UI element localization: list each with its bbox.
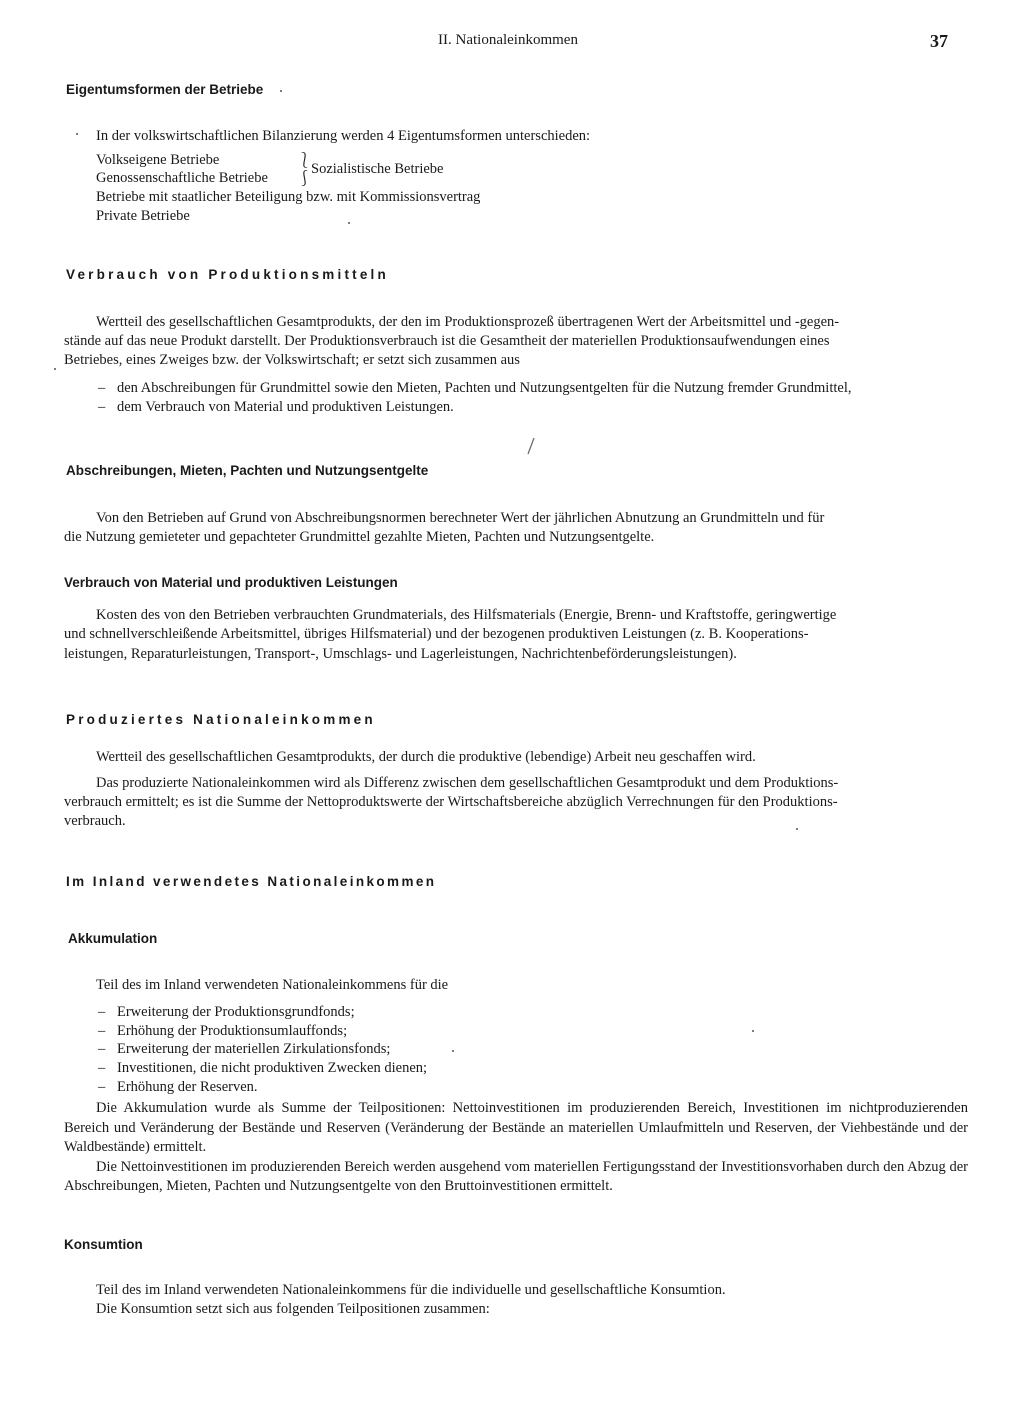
scan-speck [54, 368, 56, 370]
subsection-heading-konsumtion: Konsumtion [64, 1237, 143, 1252]
text-line: Wertteil des gesellschaftlichen Gesamtprodukts, der durch die produktive (lebendige) Arbeit neu geschaffen wird. [96, 749, 756, 765]
bullet-dash: – [98, 1041, 106, 1057]
text-line: Von den Betrieben auf Grund von Abschreibungsnormen berechneter Wert der jährlichen Abnutzung an Grundmitteln und für [96, 510, 825, 526]
scan-speck [752, 1030, 754, 1032]
brace-bottom: ⎰ [297, 171, 313, 187]
text-line: Wertteil des gesellschaftlichen Gesamtprodukts, der den im Produktionsprozeß übertragenen Wert der Arbeitsmittel und -gegen- [96, 314, 840, 330]
bullet-dash: – [98, 1023, 106, 1039]
text-line: leistungen, Reparaturleistungen, Transport-, Umschlags- und Lagerleistungen, Nachrichtenbeförderungsleistungen). [64, 646, 737, 662]
text-line: Teil des im Inland verwendeten Nationaleinkommens für die individuelle und gesellschaftliche Konsumtion. [96, 1282, 726, 1298]
text-line: stände auf das neue Produkt darstellt. Der Produktionsverbrauch ist die Gesamtheit der materiellen Produktionsaufwendungen eines [64, 333, 830, 349]
bullet-item: dem Verbrauch von Material und produktiven Leistungen. [117, 399, 454, 415]
scan-speck [796, 828, 798, 830]
bullet-item: Investitionen, die nicht produktiven Zwecken dienen; [117, 1060, 428, 1076]
scan-speck [76, 133, 78, 135]
text-line: verbrauch. [64, 813, 126, 829]
text-line: Betriebes, eines Zweiges bzw. der Volkswirtschaft; er setzt sich zusammen aus [64, 352, 520, 368]
running-header: II. Nationaleinkommen [438, 32, 578, 48]
ownership-item: Betriebe mit staatlicher Beteiligung bzw. mit Kommissionsvertrag [96, 189, 481, 205]
paragraph: Die Akkumulation wurde als Summe der Teilpositionen: Nettoinvestitionen im produzierenden Bereich, Investitionen im nichtproduzierenden Bereich und Veränderung der Bestände und Reserven (Veränderung der Bestände an materiellen Umlaufmitteln und Reserven, der Viehbestände und der Waldbestände) ermittelt. [64, 1100, 968, 1155]
bullet-item: Erweiterung der materiellen Zirkulationsfonds; [117, 1041, 391, 1057]
section-heading-eigentumsformen: Eigentumsformen der Betriebe [66, 82, 264, 97]
text-line: Die Konsumtion setzt sich aus folgenden Teilpositionen zusammen: [96, 1301, 490, 1317]
brace-top: ⎱ [297, 153, 313, 169]
pen-stroke-mark [524, 436, 538, 456]
paragraph: Die Nettoinvestitionen im produzierenden Bereich werden ausgehend vom materiellen Fertigungsstand der Investitionsvorhaben durch den Abzug der Abschreibungen, Mieten, Pachten und Nutzungsentgelte von den Bruttoinvestitionen ermittelt. [64, 1158, 968, 1194]
eigentum-intro: In der volkswirtschaftlichen Bilanzierung werden 4 Eigentumsformen unterschieden: [96, 128, 591, 144]
akkumulation-body [64, 1099, 968, 1197]
text-line: Das produzierte Nationaleinkommen wird als Differenz zwischen dem gesellschaftlichen Gesamtprodukt und dem Produktions- [96, 775, 839, 791]
ownership-item: Genossenschaftliche Betriebe [96, 170, 268, 186]
text-line: verbrauch ermittelt; es ist die Summe der Nettoproduktswerte der Wirtschaftsbereiche abzüglich Verrechnungen für den Produktions- [64, 794, 838, 810]
ownership-item: Private Betriebe [96, 208, 190, 224]
ownership-item: Volkseigene Betriebe [96, 152, 220, 168]
subsection-heading-akkumulation: Akkumulation [68, 931, 158, 946]
group-label: Sozialistische Betriebe [311, 161, 444, 177]
section-heading-inland: Im Inland verwendetes Nationaleinkommen [66, 874, 437, 889]
scan-speck [452, 1050, 454, 1052]
bullet-dash: – [98, 1004, 106, 1020]
text-line: Kosten des von den Betrieben verbrauchten Grundmaterials, des Hilfsmaterials (Energie, Brenn- und Kraftstoffe, geringwertige [96, 607, 837, 623]
page-number: 37 [930, 31, 948, 51]
bullet-item: Erhöhung der Reserven. [117, 1079, 258, 1095]
bullet-dash: – [98, 380, 106, 396]
section-heading-material: Verbrauch von Material und produktiven Leistungen [64, 575, 398, 590]
bullet-dash: – [98, 399, 106, 415]
bullet-dash: – [98, 1060, 106, 1076]
akkumulation-intro: Teil des im Inland verwendeten Nationaleinkommens für die [96, 977, 449, 993]
text-line: und schnellverschleißende Arbeitsmittel, übriges Hilfsmaterial) und der bezogenen produktiven Leistungen (z. B. Kooperations- [64, 626, 809, 642]
section-heading-verbrauch: Verbrauch von Produktionsmitteln [66, 267, 389, 282]
text-line: die Nutzung gemieteter und gepachteter Grundmittel gezahlte Mieten, Pachten und Nutzungsentgelte. [64, 529, 655, 545]
section-heading-abschreibungen: Abschreibungen, Mieten, Pachten und Nutzungsentgelte [66, 463, 429, 478]
bullet-item: Erhöhung der Produktionsumlauffonds; [117, 1023, 348, 1039]
scan-speck [348, 222, 350, 224]
section-heading-produziert: Produziertes Nationaleinkommen [66, 712, 376, 727]
scan-speck [280, 90, 282, 92]
bullet-item: Erweiterung der Produktionsgrundfonds; [117, 1004, 355, 1020]
bullet-item: den Abschreibungen für Grundmittel sowie den Mieten, Pachten und Nutzungsentgelten für die Nutzung fremder Grundmittel, [117, 380, 852, 396]
bullet-dash: – [98, 1079, 106, 1095]
